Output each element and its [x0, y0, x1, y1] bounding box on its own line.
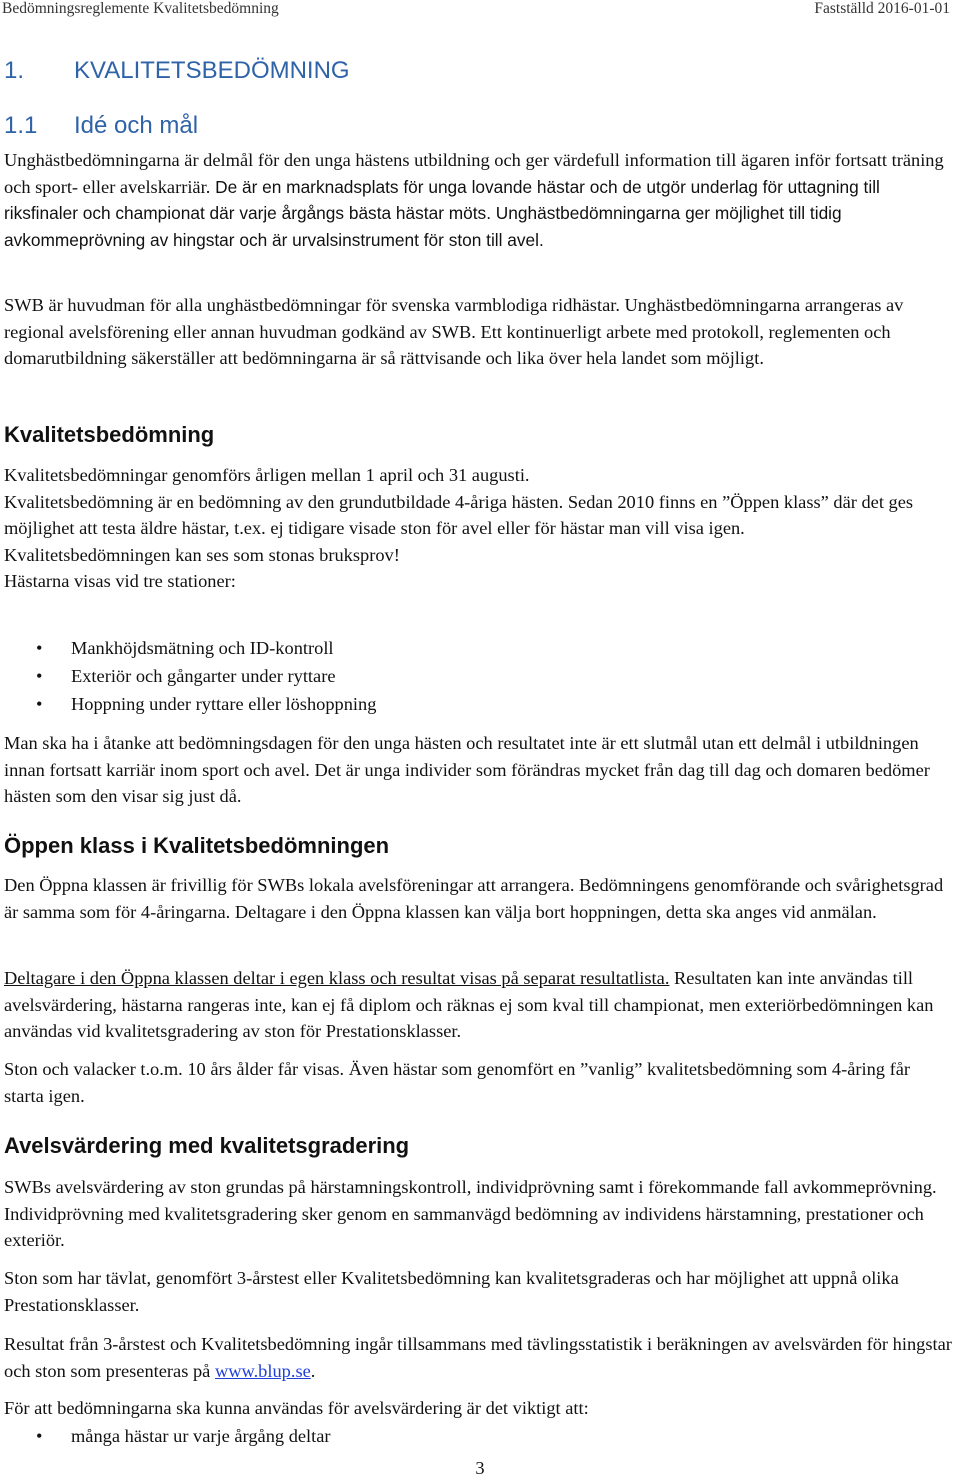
quality-assessment-period: Kvalitetsbedömningar genomförs årligen mellan 1 april och 31 augusti.	[4, 465, 530, 485]
idea-paragraph-2	[4, 292, 952, 399]
quality-assessment-description: Kvalitetsbedömning är en bedömning av den grundutbildade 4-åriga hästen. Sedan 2010 finns en ”Öppen klass” där det ges möjlighet att testa äldre hästar, t.ex. ej tidigare visade ston för avel eller för hästar man vill visa igen.	[4, 491, 914, 538]
open-class-heading: Öppen klass i Kvalitetsbedömningen	[4, 833, 390, 858]
breeding-paragraph-3-part-b: .	[310, 1360, 316, 1381]
section-1-heading	[4, 57, 952, 85]
section-title: Idé och mål	[74, 112, 199, 139]
breeding-paragraph-2: Ston som har tävlat, genomfört 3-årstest eller Kvalitetsbedömning kan kvalitetsgraderas och har möjlighet att uppnå olika Prestationsklasser.	[4, 1268, 899, 1315]
section-number: 1.	[4, 57, 25, 84]
breeding-evaluation-heading: Avelsvärdering med kvalitetsgradering	[4, 1133, 410, 1158]
quality-assessment-note: Kvalitetsbedömningen kan ses som stonas bruksprov!	[4, 544, 400, 565]
breeding-paragraph-3-part-a: Resultat från 3-årstest och Kvalitetsbedömning ingår tillsammans med tävlingsstatistik i beräkningen av avelsvärden för hingstar och ston som presenteras på	[4, 1334, 952, 1381]
list-item	[4, 634, 904, 662]
open-class-paragraph-2-rest: Resultaten kan inte användas till avelsvärdering, hästarna rangeras inte, kan ej få diplom och räknas ej som kval till championat, men exteriörbedömningen kan användas vid kvalitetsgradering av ston för Prestationsklasser.	[4, 968, 934, 1041]
header-established-date: Fastställd 2016-01-01	[814, 0, 950, 17]
stations-list	[4, 634, 904, 718]
page-header	[0, 0, 960, 22]
quality-assessment-heading: Kvalitetsbedömning	[4, 422, 215, 447]
header-document-title: Bedömningsreglemente Kvalitetsbedömning	[2, 0, 279, 17]
list-item-text: Exteriör och gångarter under ryttare	[71, 666, 336, 686]
section-title: KVALITETSBEDÖMNING	[74, 57, 350, 84]
idea-paragraph-2-part-a: SWB är huvudman för alla unghästbedömningar för svenska varmblodiga ridhästar. Unghästbedömningarna arrangeras av regional avelsförening eller annan huvudman godkänd av SWB.	[4, 295, 904, 342]
bullet-icon: •	[36, 694, 43, 714]
breeding-requirements-intro: För att bedömningarna ska kunna användas för avelsvärdering är det viktigt att:	[4, 1398, 589, 1418]
list-item	[4, 662, 904, 690]
idea-paragraph-1-part-b: De är en marknadsplats för unga lovande hästar och de utgör underlag för uttagning till riksfinaler och championat där varje årgångs bästa hästar möts. Unghästbedömningarna ger möjlighet till tidig avkommeprövning av hingstar och är urvalsinstrument för ston till avel.	[4, 176, 880, 250]
blup-website-link[interactable]: www.blup.se	[214, 1360, 311, 1381]
bullet-icon: •	[36, 1426, 43, 1446]
open-class-paragraph-3: Ston och valacker t.o.m. 10 års ålder får visas. Även hästar som genomfört en ”vanlig” kvalitetsbedömning som 4-åring får starta igen.	[4, 1059, 910, 1106]
list-item	[4, 690, 904, 718]
list-item	[4, 1422, 904, 1450]
open-class-separate-results-note: Deltagare i den Öppna klassen deltar i egen klass och resultat visas på separat resultatlista.	[4, 968, 670, 988]
page-number: 3	[475, 1458, 485, 1478]
list-item-text: Mankhöjdsmätning och ID-kontroll	[71, 638, 334, 658]
bullet-icon: •	[36, 666, 43, 686]
section-number: 1.1	[4, 112, 38, 139]
open-class-paragraph-1: Den Öppna klassen är frivillig för SWBs lokala avelsföreningar att arrangera. Bedömningens genomförande och svårighetsgrad är samma som för 4-åringarna. Deltagare i den Öppna klassen kan välja bort hoppningen, detta ska anges vid anmälan.	[4, 875, 944, 922]
section-1-1-heading	[4, 112, 952, 140]
breeding-paragraph-1: SWBs avelsvärdering av ston grundas på härstamningskontroll, individprövning samt i förekommande fall avkommeprövning. Individprövning med kvalitetsgradering sker genom en sammanvägd bedömning av individens härstamning, prestationer och exteriör.	[4, 1177, 937, 1250]
quality-assessment-body	[4, 462, 952, 622]
idea-paragraph-1	[4, 147, 952, 280]
quality-assessment-closing: Man ska ha i åtanke att bedömningsdagen för den unga hästen och resultatet inte är ett slutmål utan ett delmål i utbildningen innan fortsatt karriär inom sport och avel. Det är unga individer som förändras mycket från dag till dag och domaren bedömer hästen som den visar sig just då.	[4, 733, 930, 806]
idea-paragraph-1-part-a: Unghästbedömningarna är delmål för den unga hästens utbildning och ger värdefull information till ägaren inför fortsatt träning och sport- eller avelskarriär.	[4, 150, 944, 197]
bullet-icon: •	[36, 638, 43, 658]
breeding-requirements-list	[4, 1422, 904, 1450]
idea-paragraph-2-part-b: Ett kontinuerligt arbete med protokoll, reglementen och domarutbildning säkerställer att bedömningarna är så rättvisande och lika över hela landet som möjligt.	[4, 321, 891, 368]
breeding-paragraph-3	[4, 1331, 952, 1385]
list-item-text: Hoppning under ryttare eller löshoppning	[71, 694, 377, 714]
list-item-text: många hästar ur varje årgång deltar	[71, 1426, 331, 1446]
open-class-paragraph-2	[4, 965, 952, 1045]
stations-intro: Hästarna visas vid tre stationer:	[4, 571, 236, 591]
